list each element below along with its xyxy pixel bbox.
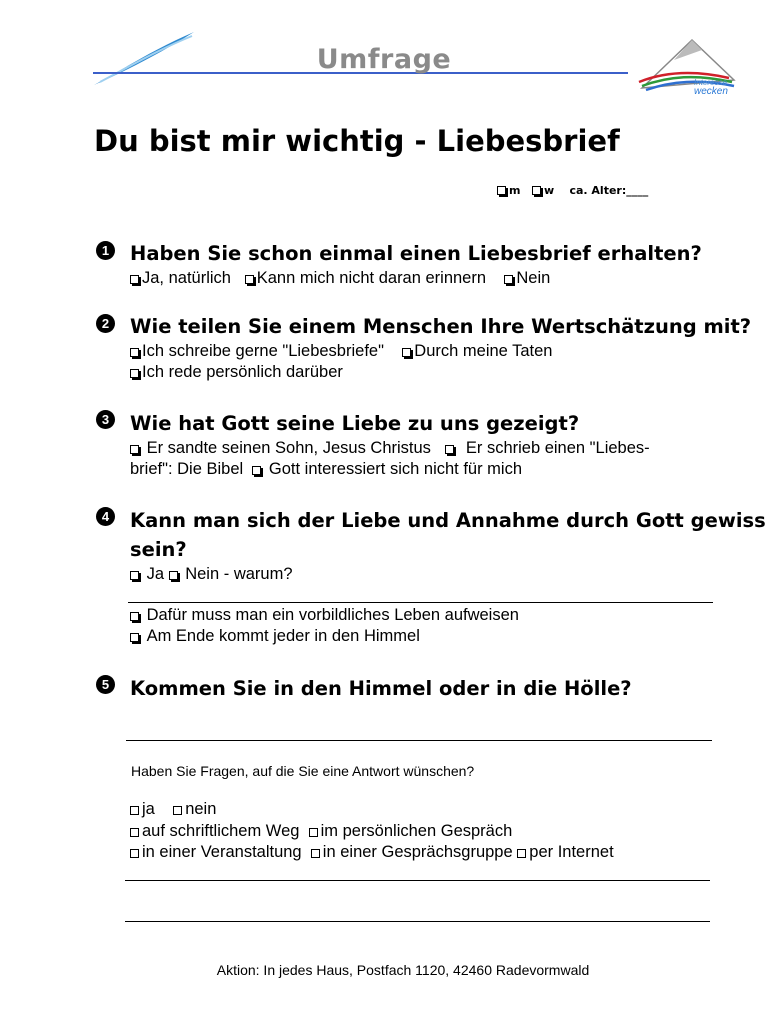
age-field-label: ca. Alter:____ bbox=[569, 184, 649, 197]
question-4-options-row1 bbox=[130, 565, 293, 584]
label-w: w bbox=[543, 184, 555, 197]
question-1-text: Haben Sie schon einmal einen Liebesbrief erhalten? bbox=[130, 242, 702, 265]
checkbox[interactable] bbox=[311, 849, 320, 858]
option-label: im persönlichen Gespräch bbox=[320, 822, 513, 840]
checkbox[interactable] bbox=[130, 445, 139, 454]
option-label: Gott interessiert sich nicht für mich bbox=[268, 460, 523, 478]
checkbox[interactable] bbox=[130, 348, 139, 357]
question-3-options-row2 bbox=[130, 460, 522, 479]
checkbox[interactable] bbox=[309, 828, 318, 837]
checkbox[interactable] bbox=[504, 275, 513, 284]
answer-line[interactable] bbox=[126, 740, 712, 741]
question-4-options-row3 bbox=[130, 627, 420, 646]
option-label: Am Ende kommt jeder in den Himmel bbox=[146, 627, 420, 645]
option-label-continued: brief": Die Bibel bbox=[130, 460, 244, 478]
option-label: Kann mich nicht daran erinnern bbox=[256, 269, 487, 287]
document-heading: Du bist mir wichtig - Liebesbrief bbox=[94, 124, 620, 158]
checkbox[interactable] bbox=[130, 828, 139, 837]
question-3-number: 3 bbox=[96, 410, 115, 429]
option-label: Nein - warum? bbox=[185, 565, 293, 583]
question-3-options-row1 bbox=[130, 439, 650, 458]
option-label: Nein bbox=[516, 269, 551, 287]
checkbox[interactable] bbox=[130, 275, 139, 284]
checkbox[interactable] bbox=[517, 849, 526, 858]
question-5-text: Kommen Sie in den Himmel oder in die Hölle? bbox=[130, 677, 632, 700]
checkbox-m[interactable] bbox=[497, 186, 506, 195]
checkbox[interactable] bbox=[252, 466, 261, 475]
answer-line[interactable] bbox=[128, 602, 713, 603]
checkbox[interactable] bbox=[130, 369, 139, 378]
page-title: Umfrage bbox=[316, 44, 452, 75]
question-4-options-row2 bbox=[130, 606, 519, 625]
question-2-options-row1 bbox=[130, 342, 552, 361]
checkbox[interactable] bbox=[402, 348, 411, 357]
logo-text-interesse: Interesse bbox=[694, 78, 727, 87]
checkbox[interactable] bbox=[445, 445, 454, 454]
option-label: Dafür muss man ein vorbildliches Leben aufweisen bbox=[146, 606, 519, 624]
checkbox[interactable] bbox=[130, 633, 139, 642]
checkbox[interactable] bbox=[130, 849, 139, 858]
checkbox[interactable] bbox=[130, 571, 139, 580]
option-label: Er sandte seinen Sohn, Jesus Christus bbox=[146, 439, 431, 457]
option-label: in einer Veranstaltung bbox=[142, 843, 302, 861]
followup-options-row2 bbox=[130, 822, 512, 841]
footer-address: Aktion: In jedes Haus, Postfach 1120, 42460 Radevormwald bbox=[216, 962, 590, 978]
checkbox[interactable] bbox=[245, 275, 254, 284]
contact-line[interactable] bbox=[125, 921, 710, 922]
checkbox[interactable] bbox=[130, 612, 139, 621]
option-label: nein bbox=[185, 800, 217, 818]
checkbox[interactable] bbox=[130, 806, 139, 815]
option-label: ja bbox=[142, 800, 155, 818]
contact-line[interactable] bbox=[125, 880, 710, 881]
question-5-number: 5 bbox=[96, 675, 115, 694]
question-4-text-line2: sein? bbox=[130, 538, 187, 561]
question-1-number: 1 bbox=[96, 241, 115, 260]
followup-question: Haben Sie Fragen, auf die Sie eine Antwort wünschen? bbox=[131, 763, 475, 779]
question-4-number: 4 bbox=[96, 507, 115, 526]
question-2-number: 2 bbox=[96, 314, 115, 333]
checkbox[interactable] bbox=[169, 571, 178, 580]
option-label: Durch meine Taten bbox=[414, 342, 553, 360]
question-4-text-line1: Kann man sich der Liebe und Annahme durch Gott gewiss bbox=[130, 509, 766, 532]
followup-options-row3 bbox=[130, 843, 614, 862]
checkbox[interactable] bbox=[173, 806, 182, 815]
option-label: auf schriftlichem Weg bbox=[142, 822, 300, 840]
gender-age-row bbox=[497, 184, 648, 197]
option-label: Ich rede persönlich darüber bbox=[142, 363, 343, 381]
question-2-options-row2 bbox=[130, 363, 343, 382]
followup-options-row1 bbox=[130, 800, 216, 819]
option-label: per Internet bbox=[529, 843, 614, 861]
question-2-text: Wie teilen Sie einem Menschen Ihre Wertschätzung mit? bbox=[130, 315, 752, 338]
option-label: Er schrieb einen "Liebes- bbox=[465, 439, 650, 457]
logo-text-wecken: wecken bbox=[694, 86, 728, 97]
option-label: Ja bbox=[146, 565, 165, 583]
option-label: Ich schreibe gerne "Liebesbriefe" bbox=[142, 342, 384, 360]
question-1-options bbox=[130, 269, 550, 288]
checkbox-w[interactable] bbox=[532, 186, 541, 195]
label-m: m bbox=[509, 184, 521, 197]
option-label: in einer Gesprächsgruppe bbox=[322, 843, 513, 861]
option-label: Ja, natürlich bbox=[142, 269, 231, 287]
question-3-text: Wie hat Gott seine Liebe zu uns gezeigt? bbox=[130, 412, 580, 435]
